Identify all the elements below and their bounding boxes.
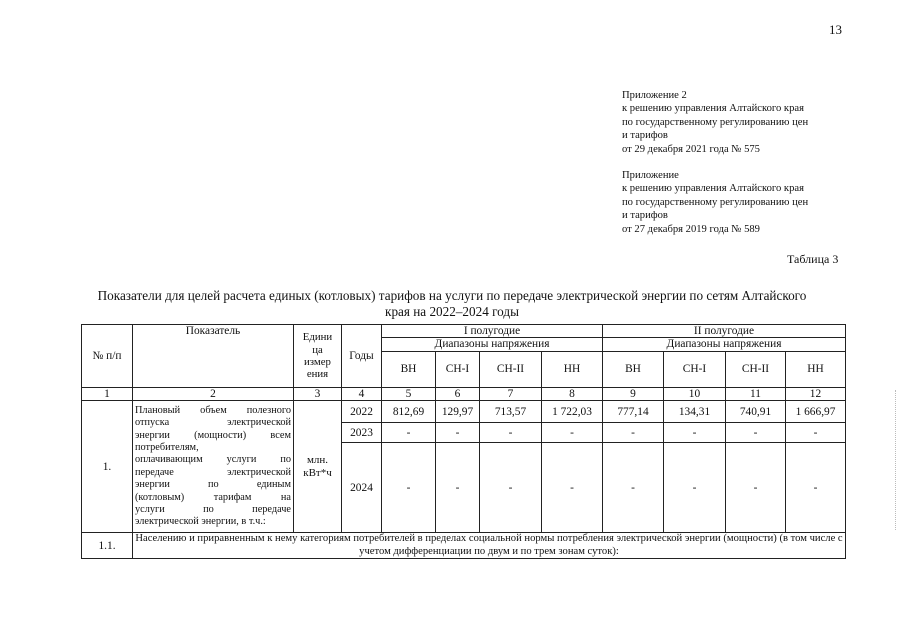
unit-line: млн. (306, 454, 329, 467)
column-number: 3 (294, 387, 342, 400)
value-cell: - (664, 443, 726, 533)
indicator-line: услуги по передаче (135, 503, 291, 515)
year-cell: 2023 (342, 423, 382, 443)
value-cell: 713,57 (480, 401, 542, 423)
value-cell: 129,97 (436, 401, 480, 423)
header-num: № п/п (82, 325, 133, 388)
page-number: 13 (829, 22, 842, 37)
header-voltage: СН-II (480, 351, 542, 387)
appendix-current-block (622, 89, 808, 156)
row-index: 1.1. (82, 533, 133, 559)
value-cell: - (786, 443, 846, 533)
appendix-previous-line: по государственному регулированию цен (622, 196, 809, 208)
row-index: 1. (82, 401, 133, 533)
appendix-previous-line: и тарифов (622, 210, 668, 222)
column-number: 2 (133, 387, 294, 400)
row-text: Населению и приравненным к нему категориям потребителей в пределах социальной нормы потребления электрической энергии (мощности) (в том числе с учетом дифференциации по двум и по трем зонам суток): (133, 533, 846, 559)
row-indicator (133, 401, 294, 533)
appendix-current-line: и тарифов (622, 130, 668, 142)
value-cell: - (480, 423, 542, 443)
appendix-previous-line: к решению управления Алтайского края (622, 183, 804, 195)
value-cell: - (664, 423, 726, 443)
value-cell: - (382, 423, 436, 443)
header-unit (294, 325, 342, 388)
header-years: Годы (342, 325, 382, 388)
appendix-current-line: Приложение 2 (622, 90, 687, 101)
column-number: 8 (542, 387, 603, 400)
table-label: Таблица 3 (787, 252, 839, 266)
indicator-line: Плановый объем полезного (135, 404, 291, 416)
value-cell: - (542, 423, 603, 443)
indicator-line: (котловым) тарифам на (135, 491, 291, 503)
column-number: 6 (436, 387, 480, 400)
header-voltage: НН (542, 351, 603, 387)
header-half2: II полугодие (603, 325, 846, 338)
column-number: 7 (480, 387, 542, 400)
indicator-line: отпуска электрической (135, 417, 291, 429)
header-unit-line: ения (306, 368, 329, 381)
column-number: 9 (603, 387, 664, 400)
year-cell: 2022 (342, 401, 382, 423)
row-unit (294, 401, 342, 533)
indicator-line: электрической энергии, в т.ч.: (135, 516, 266, 528)
value-cell: 1 666,97 (786, 401, 846, 423)
header-voltage: СН-I (436, 351, 480, 387)
value-cell: 740,91 (726, 401, 786, 423)
indicator-line: энергии (мощности) всем (135, 429, 291, 441)
appendix-previous-block (622, 169, 808, 236)
value-cell: 1 722,03 (542, 401, 603, 423)
column-number: 1 (82, 387, 133, 400)
header-unit-line: Едини (302, 331, 333, 344)
header-ranges-2: Диапазоны напряжения (603, 338, 846, 351)
value-cell: 777,14 (603, 401, 664, 423)
value-cell: 134,31 (664, 401, 726, 423)
indicator-line: оплачивающим услуги по (135, 454, 291, 466)
column-number: 10 (664, 387, 726, 400)
value-cell: - (726, 443, 786, 533)
column-number: 11 (726, 387, 786, 400)
document-title: Показатели для целей расчета единых (котловых) тарифов на услуги по передаче электрической энергии по сетям Алтайского края на 2022–2024 годы (97, 288, 807, 319)
column-number: 4 (342, 387, 382, 400)
appendix-previous-line: от 27 декабря 2019 года № 589 (622, 223, 760, 235)
value-cell: - (603, 423, 664, 443)
value-cell: - (603, 443, 664, 533)
header-voltage: НН (786, 351, 846, 387)
tariff-table (81, 324, 846, 559)
indicator-line: передаче электрической (135, 466, 291, 478)
header-voltage: СН-II (726, 351, 786, 387)
header-indicator: Показатель (133, 325, 294, 388)
column-number: 12 (786, 387, 846, 400)
value-cell: - (436, 443, 480, 533)
value-cell: - (542, 443, 603, 533)
header-half1: I полугодие (382, 325, 603, 338)
appendix-previous-line: Приложение (622, 170, 679, 181)
scan-edge-mark (895, 390, 897, 530)
value-cell: - (480, 443, 542, 533)
header-ranges-1: Диапазоны напряжения (382, 338, 603, 351)
unit-line: кВт*ч (303, 466, 332, 479)
appendix-current-line: от 29 декабря 2021 года № 575 (622, 143, 760, 155)
column-number: 5 (382, 387, 436, 400)
value-cell: - (786, 423, 846, 443)
header-voltage: ВН (603, 351, 664, 387)
value-cell: - (436, 423, 480, 443)
header-unit-line: измер (304, 355, 331, 368)
appendix-current-line: к решению управления Алтайского края (622, 103, 804, 115)
header-voltage: ВН (382, 351, 436, 387)
indicator-line: энергии по единым (135, 479, 291, 491)
value-cell: - (726, 423, 786, 443)
header-voltage: СН-I (664, 351, 726, 387)
indicator-line: потребителям, (135, 441, 199, 453)
year-cell: 2024 (342, 443, 382, 533)
value-cell: 812,69 (382, 401, 436, 423)
header-unit-line: ца (312, 343, 323, 356)
appendix-current-line: по государственному регулированию цен (622, 116, 809, 128)
value-cell: - (382, 443, 436, 533)
